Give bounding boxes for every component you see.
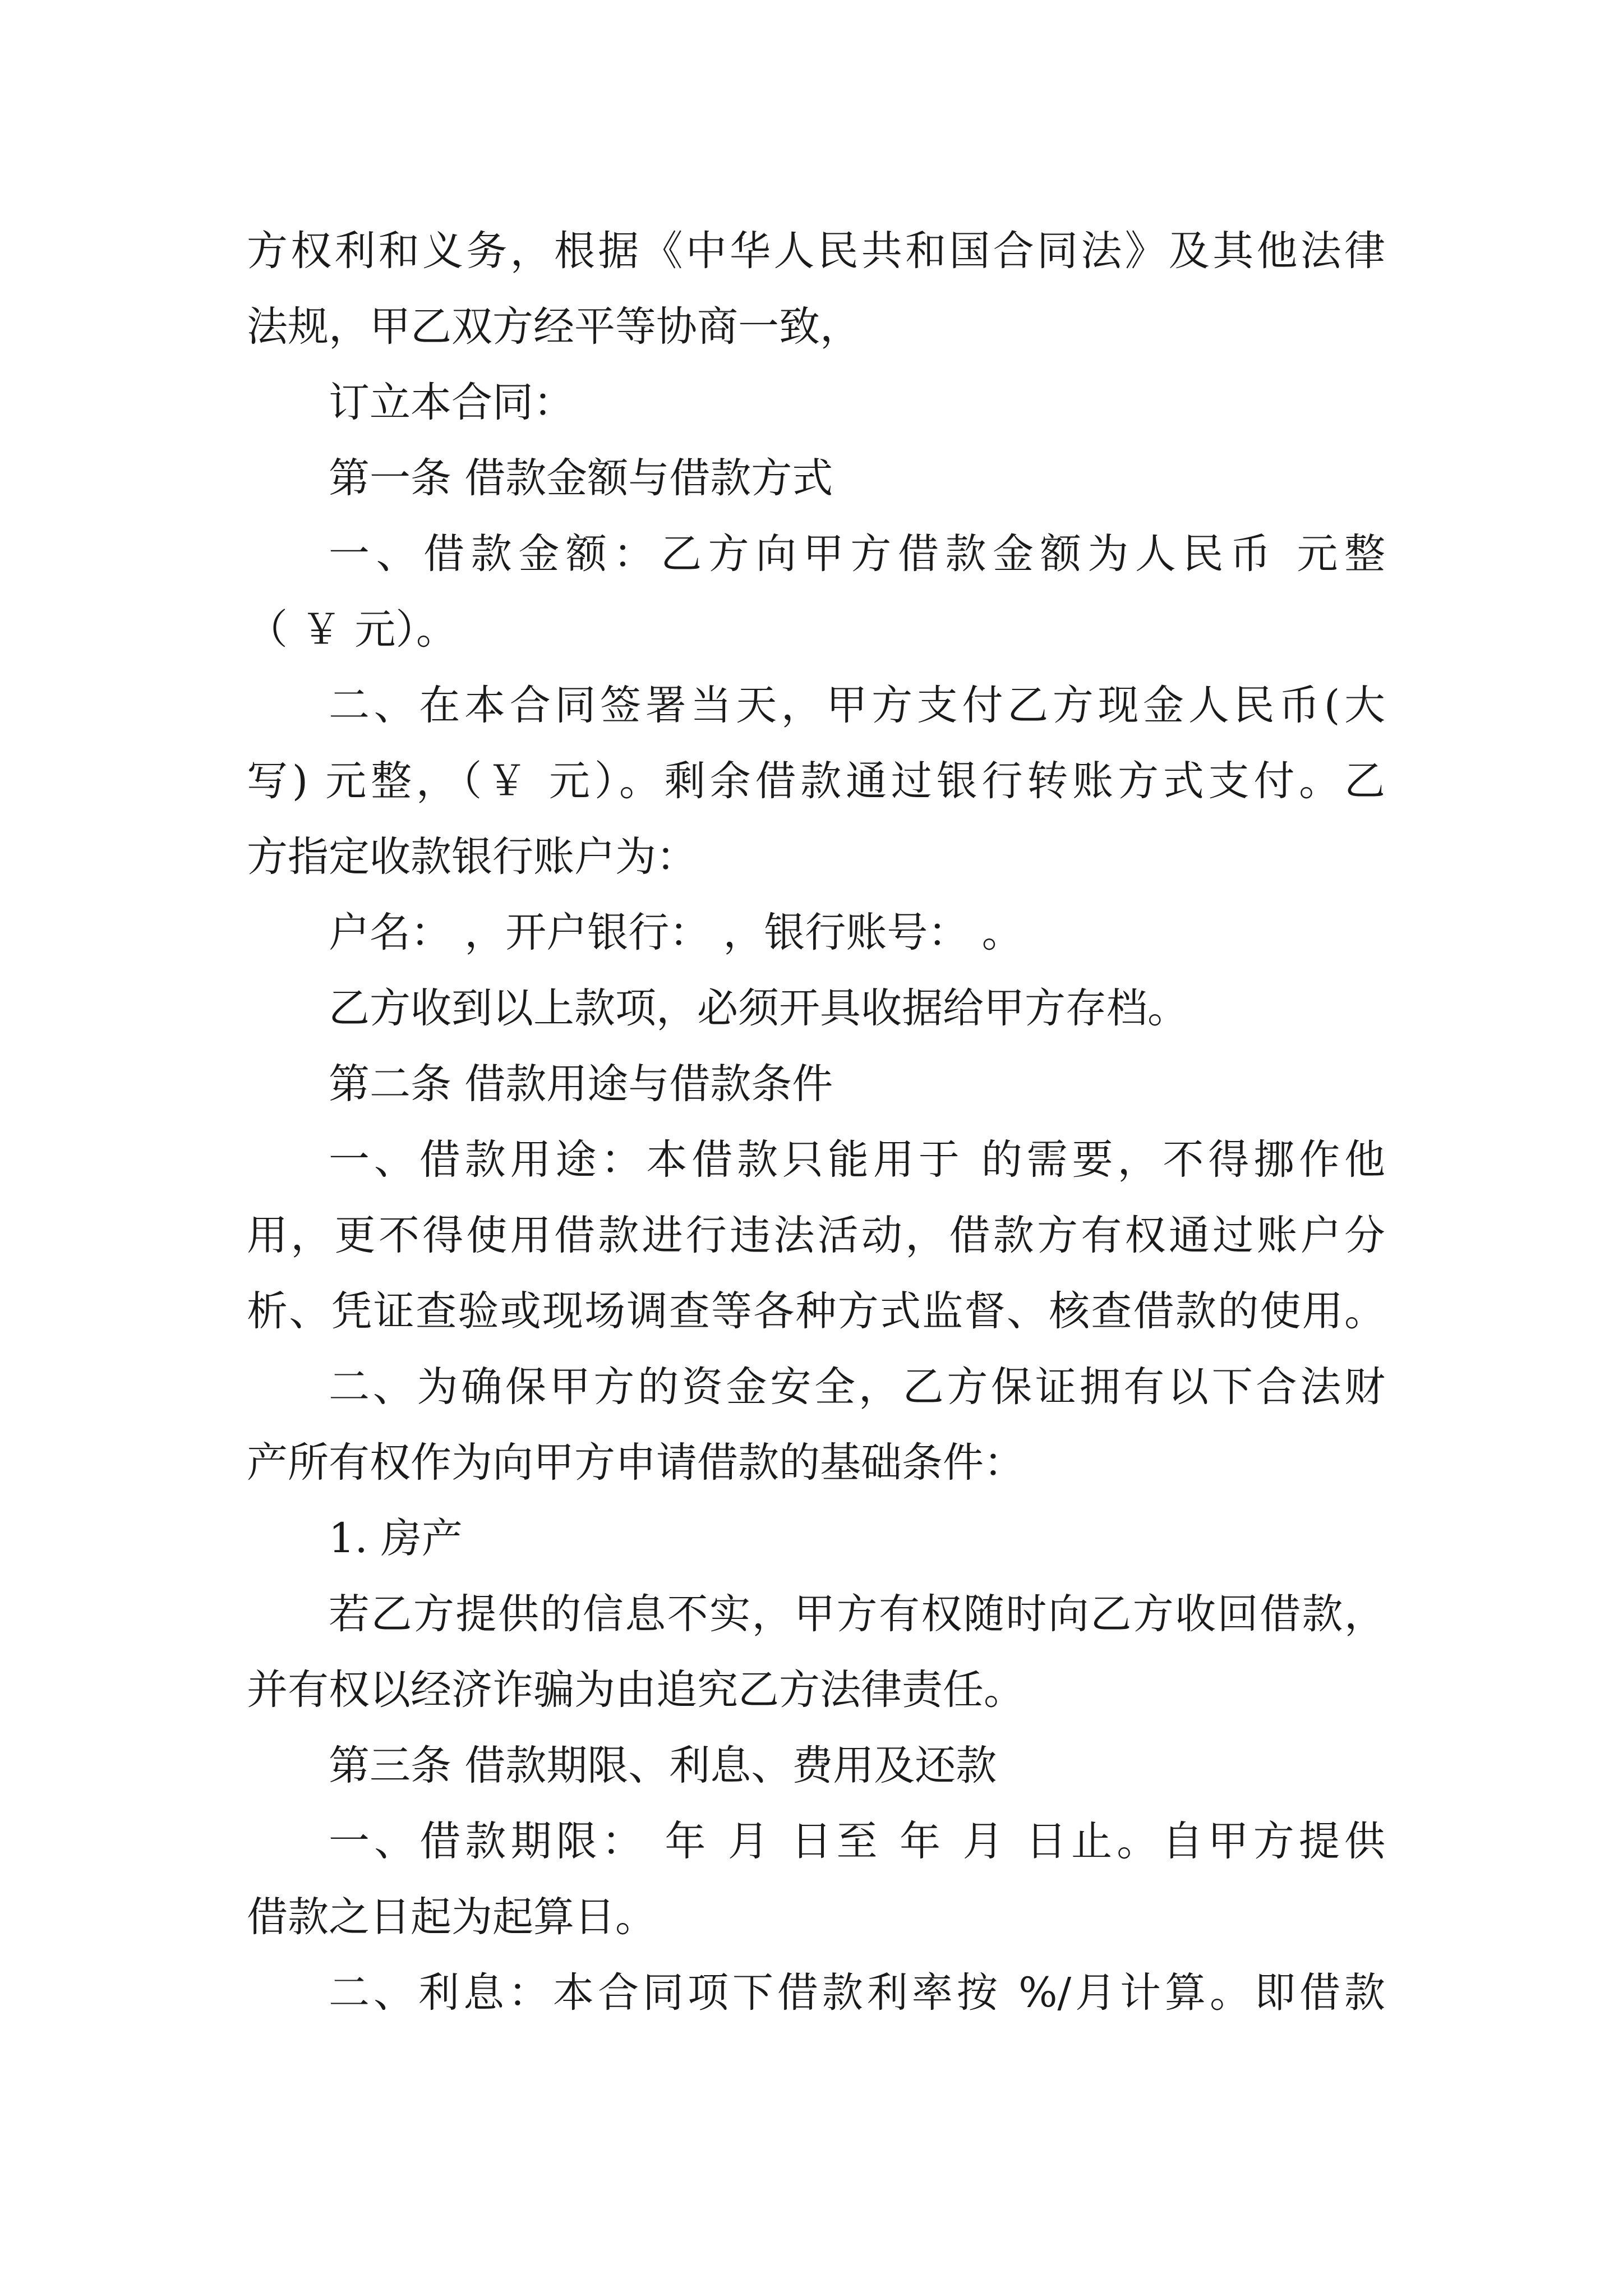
text-line: 订立本合同： [329, 379, 574, 426]
text-line: 一、借款金额：乙方向甲方借款金额为人民币 元整 [329, 530, 1385, 578]
text-line: 写) 元整，（￥ 元）。剩余借款通过银行转账方式支付。乙 [247, 757, 1385, 805]
contract-text [247, 213, 1385, 2031]
section-heading: 第二条 借款用途与借款条件 [329, 1060, 833, 1108]
text-line: （ ￥ 元）。 [247, 606, 457, 654]
text-line: 用，更不得使用借款进行违法活动，借款方有权通过账户分 [247, 1212, 1385, 1259]
text-line: 若乙方提供的信息不实，甲方有权随时向乙方收回借款， [329, 1590, 1385, 1638]
text-line: 一、借款用途：本借款只能用于 的需要，不得挪作他 [329, 1136, 1385, 1184]
text-line: 借款之日起为起算日。 [247, 1893, 656, 1941]
text-line: 并有权以经济诈骗为由追究乙方法律责任。 [247, 1666, 1025, 1714]
text-line: 户名： ，开户银行： ，银行账号： 。 [329, 909, 1023, 956]
section-heading: 第一条 借款金额与借款方式 [329, 454, 833, 502]
text-line: 方权利和义务，根据《中华人民共和国合同法》及其他法律 [247, 227, 1385, 275]
text-line: 二、在本合同签署当天，甲方支付乙方现金人民币(大 [329, 682, 1385, 729]
text-line: 一、借款期限： 年 月 日至 年 月 日止。自甲方提供 [329, 1818, 1385, 1865]
text-line: 二、为确保甲方的资金安全，乙方保证拥有以下合法财 [329, 1363, 1385, 1411]
text-line: 法规，甲乙双方经平等协商一致， [247, 303, 861, 351]
text-line: 产所有权作为向甲方申请借款的基础条件： [247, 1439, 1025, 1487]
text-line: 乙方收到以上款项，必须开具收据给甲方存档。 [329, 984, 1188, 1032]
text-line: 析、凭证查验或现场调查等各种方式监督、核查借款的使用。 [247, 1287, 1385, 1335]
text-line: 二、利息：本合同项下借款利率按 %/月计算。即借款 [329, 1969, 1385, 2017]
text-line: 方指定收款银行账户为： [247, 833, 697, 881]
text-line: 1. 房产 [329, 1515, 463, 1562]
section-heading: 第三条 借款期限、利息、费用及还款 [329, 1742, 997, 1789]
